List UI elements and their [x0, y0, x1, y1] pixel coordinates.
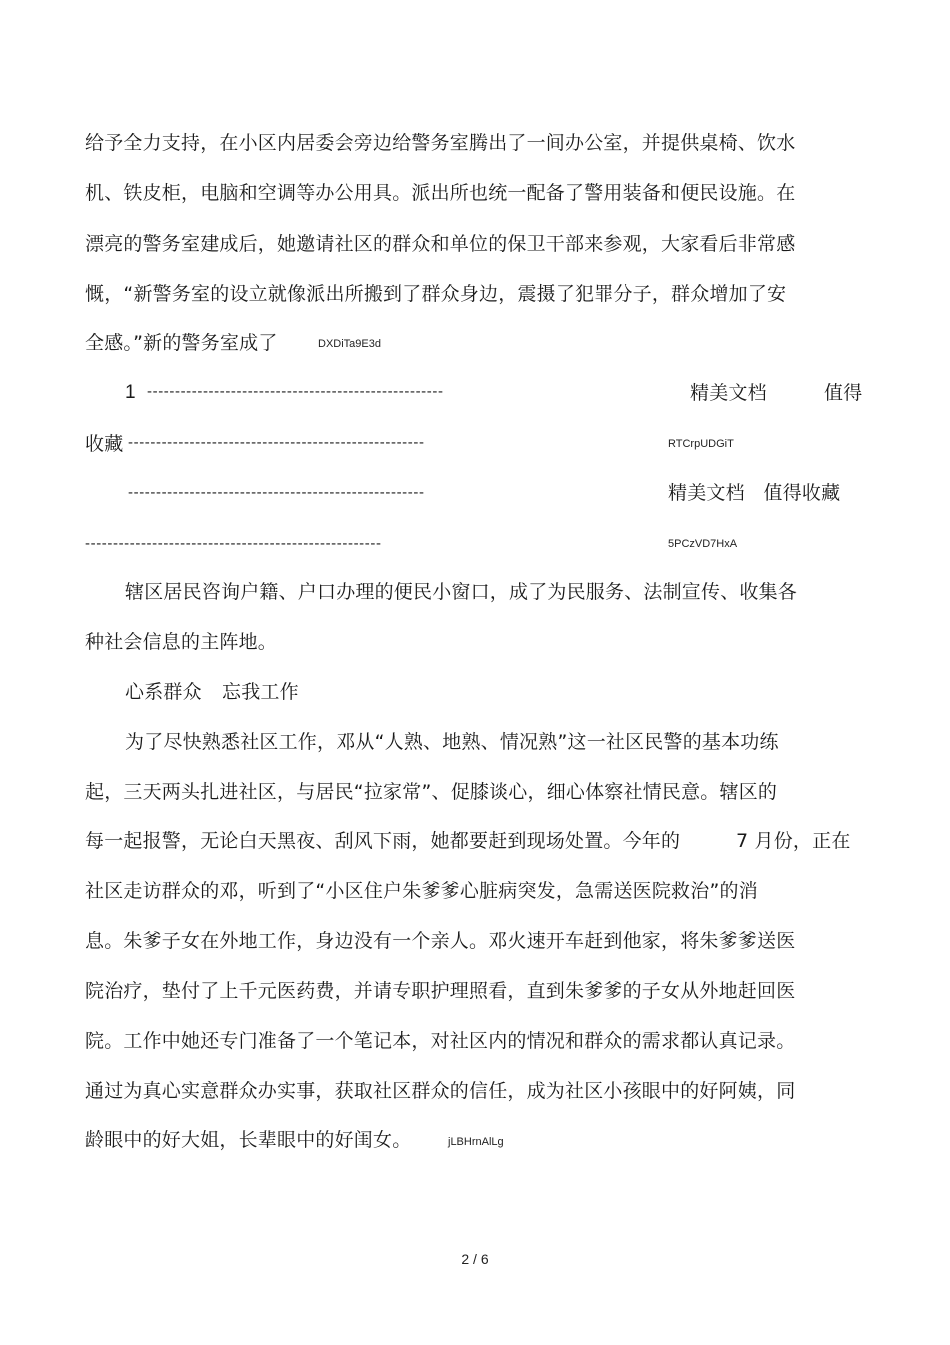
paragraph-line: 起，三天两头扎进社区，与居民“拉家常”、促膝谈心，细心体察社情民意。辖区的 — [85, 781, 778, 803]
banner-number: 1 — [125, 382, 136, 403]
banner-label: 值得 — [824, 382, 863, 404]
banner-label: 收藏 — [85, 433, 124, 455]
paragraph-line: 每一起报警，无论白天黑夜、刮风下雨，她都要赶到现场处置。今年的 — [85, 830, 681, 852]
banner-label: 精美文档 — [690, 382, 767, 404]
paragraph-line: 辖区居民咨询户籍、户口办理的便民小窗口，成了为民服务、法制宣传、收集各 — [125, 581, 798, 603]
section-heading: 忘我工作 — [222, 681, 299, 703]
section-heading: 心系群众 — [125, 681, 202, 703]
paragraph-line: 种社会信息的主阵地。 — [85, 631, 278, 653]
paragraph-line: 漂亮的警务室建成后，她邀请社区的群众和单位的保卫干部来参观，大家看后非常感 — [85, 233, 796, 255]
watermark-code: RTCrpUDGiT — [668, 438, 734, 450]
page-indicator: 2 / 6 — [461, 1251, 489, 1267]
paragraph-line: 为了尽快熟悉社区工作，邓从“人熟、地熟、情况熟”这一社区民警的基本功练 — [125, 731, 779, 753]
paragraph-line: 7 月份，正在 — [736, 830, 851, 852]
paragraph-line: 慨，“新警务室的设立就像派出所搬到了群众身边，震摄了犯罪分子，群众增加了安 — [85, 283, 787, 305]
dash-separator: ----------------------------------------------------- — [85, 535, 382, 552]
dash-separator: ----------------------------------------------------- — [128, 434, 425, 451]
paragraph-line: 机、铁皮柜，电脑和空调等办公用具。派出所也统一配备了警用装备和便民设施。在 — [85, 182, 796, 204]
dash-separator: ----------------------------------------------------- — [128, 484, 425, 501]
paragraph-line: 通过为真心实意群众办实事，获取社区群众的信任，成为社区小孩眼中的好阿姨，同 — [85, 1080, 796, 1102]
watermark-code: 5PCzVD7HxA — [668, 538, 738, 550]
paragraph-line: 社区走访群众的邓，听到了“小区住户朱爹爹心脏病突发，急需送医院救治”的消 — [85, 880, 758, 902]
paragraph-line: 龄眼中的好大姐，长辈眼中的好闺女。 — [85, 1129, 412, 1151]
banner-label: 精美文档 值得收藏 — [668, 482, 841, 504]
paragraph-line: 全感。”新的警务室成了 — [85, 332, 278, 354]
watermark-code: jLBHrnAlLg — [448, 1136, 504, 1148]
paragraph-line: 院。工作中她还专门准备了一个笔记本，对社区内的情况和群众的需求都认真记录。 — [85, 1030, 796, 1052]
paragraph-line: 给予全力支持，在小区内居委会旁边给警务室腾出了一间办公室，并提供桌椅、饮水 — [85, 132, 796, 154]
watermark-code: DXDiTa9E3d — [318, 338, 381, 350]
dash-separator: ----------------------------------------------------- — [147, 383, 444, 400]
paragraph-line: 院治疗，垫付了上千元医药费，并请专职护理照看，直到朱爹爹的子女从外地赶回医 — [85, 980, 796, 1002]
paragraph-line: 息。朱爹子女在外地工作，身边没有一个亲人。邓火速开车赶到他家，将朱爹爹送医 — [85, 930, 796, 952]
